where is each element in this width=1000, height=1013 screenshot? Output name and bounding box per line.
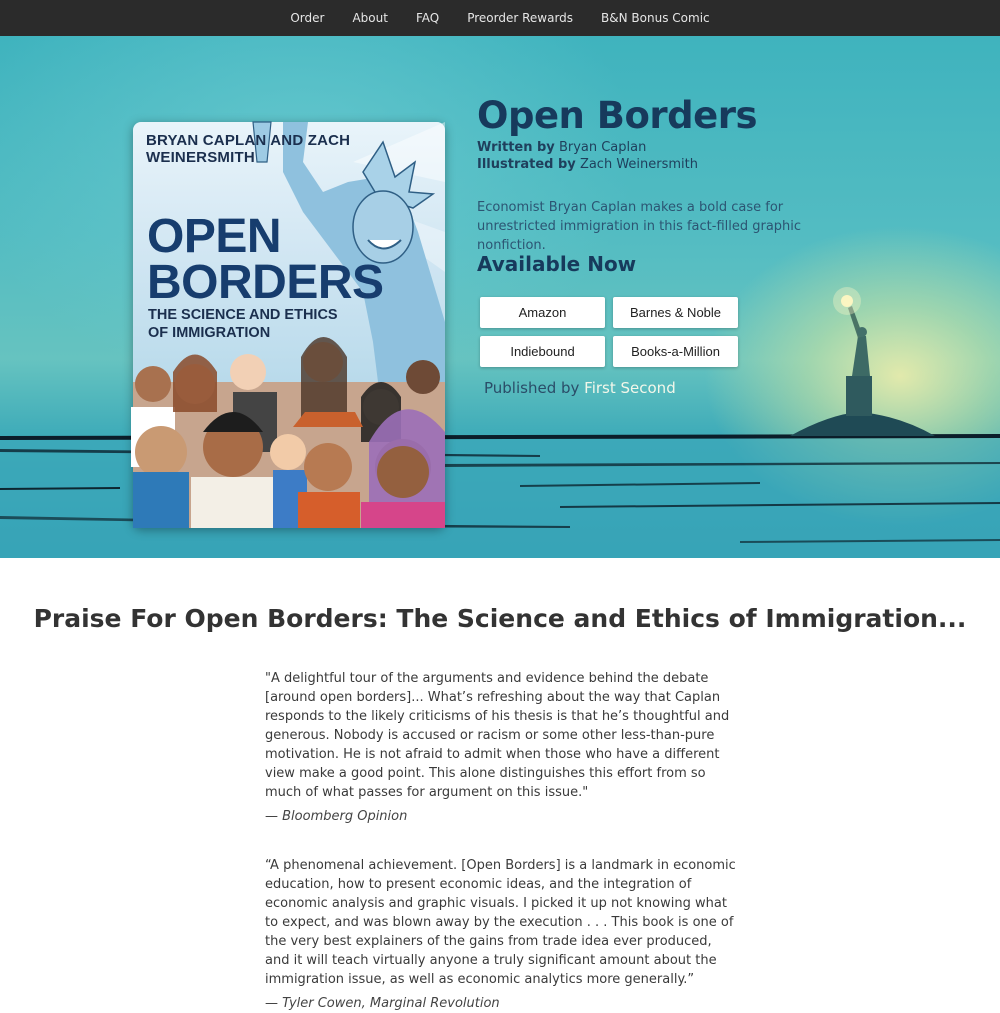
- top-navigation: [0, 0, 1000, 36]
- books-a-million-button[interactable]: Books-a-Million: [613, 336, 738, 367]
- indiebound-button[interactable]: Indiebound: [480, 336, 605, 367]
- book-title: Open Borders: [477, 94, 757, 137]
- illustrated-by-label: Illustrated by: [477, 157, 576, 172]
- book-blurb: Economist Bryan Caplan makes a bold case for unrestricted immigration in this fact-filled graphic nonfiction.: [477, 200, 802, 253]
- nav-bn-bonus-comic[interactable]: B&N Bonus Comic: [601, 11, 710, 25]
- cover-title: [147, 210, 384, 309]
- cover-title-line: OPEN: [147, 210, 282, 263]
- available-now-heading: Available Now: [477, 252, 637, 276]
- publisher-line: [484, 379, 676, 397]
- published-by-label: Published by: [484, 379, 580, 397]
- author-name: Bryan Caplan: [558, 140, 647, 155]
- nav-preorder-rewards[interactable]: Preorder Rewards: [467, 11, 574, 25]
- quote-source: — Bloomberg Opinion: [265, 809, 408, 824]
- cover-subtitle-line: THE SCIENCE AND ETHICS: [148, 307, 338, 323]
- quote-source: — Tyler Cowen, Marginal Revolution: [265, 996, 500, 1011]
- nav-about[interactable]: About: [352, 11, 388, 25]
- cover-authors: BRYAN CAPLAN AND ZACH WEINERSMITH: [146, 132, 351, 166]
- barnes-noble-button[interactable]: Barnes & Noble: [613, 297, 738, 328]
- written-by-label: Written by: [477, 140, 555, 155]
- quote-text: “A phenomenal achievement. [Open Borders] is a landmark in economic education, how to present economic ideas, and the integration of economic analysis and graphic visuals. I picked it up not knowing what to expect, and was blown away by the execution . . . This book is one of the very best explainers of the gains from trade idea ever produced, and it will teach virtually anyone a truly significant amount about the immigration issue, as well as economic analytics more generally.”: [265, 858, 736, 987]
- nav-faq[interactable]: FAQ: [415, 11, 440, 25]
- book-cover: [133, 122, 445, 528]
- publisher-link[interactable]: First Second: [584, 379, 676, 397]
- amazon-button[interactable]: Amazon: [480, 297, 605, 328]
- praise-heading: Praise For Open Borders: The Science and Ethics of Immigration...: [33, 604, 967, 633]
- nav-order[interactable]: Order: [290, 11, 325, 25]
- cover-title-line: BORDERS: [147, 256, 384, 309]
- praise-quote: [265, 669, 737, 826]
- author-credit: [477, 140, 646, 155]
- hero-banner: [0, 36, 1000, 558]
- cover-subtitle: [148, 306, 348, 342]
- cover-subtitle-line: OF IMMIGRATION: [148, 325, 271, 341]
- illustrator-credit: [477, 157, 698, 172]
- quote-text: "A delightful tour of the arguments and evidence behind the debate [around open borders]... What’s refreshing about the way that Caplan responds to the likely criticisms of his thesis is that he’s thoughtful and generous. Nobody is accused or racism or some other less-than-pure motivation. He is not afraid to admit when those who have a different view make a good point. This alone distinguishes this effort from so much of what passes for argument on this issue.": [265, 671, 730, 800]
- illustrator-name: Zach Weinersmith: [579, 157, 698, 172]
- praise-quote: [265, 856, 737, 1013]
